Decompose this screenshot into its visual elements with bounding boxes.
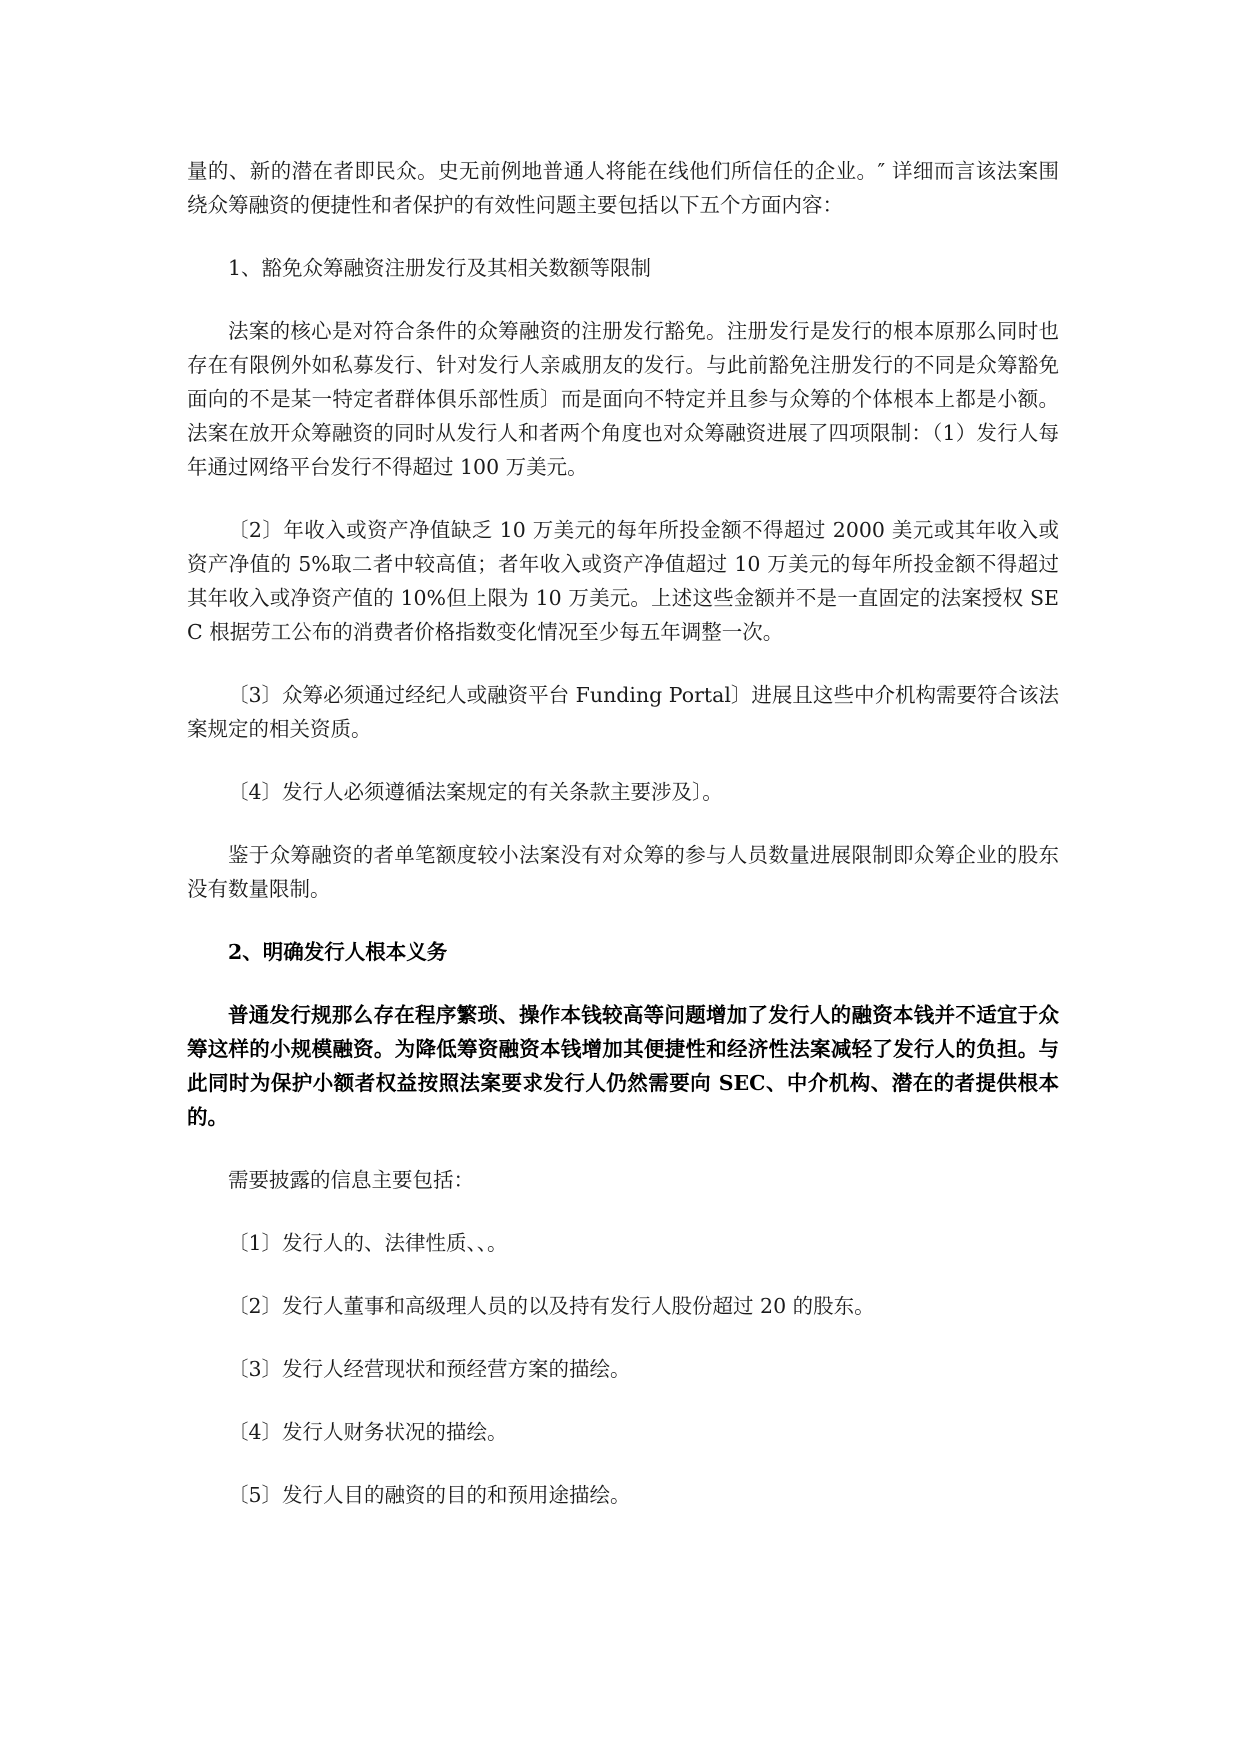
document-body [187,154,1059,1541]
limit-item-3: 〔3〕众筹必须通过经纪人或融资平台 Funding Portal〕进展且这些中介机构需要符合该法案规定的相关资质。 [187,683,1059,741]
limit-item-4: 〔4〕发行人必须遵循法案规定的有关条款主要涉及〕。 [228,780,723,804]
shareholders-paragraph: 鉴于众筹融资的者单笔额度较小法案没有对众筹的参与人员数量进展限制即众筹企业的股东没有数量限制。 [187,843,1059,901]
disclosure-item-3: 〔3〕发行人经营现状和预经营方案的描绘。 [228,1357,631,1381]
limit-item-2: 〔2〕年收入或资产净值缺乏 10 万美元的每年所投金额不得超过 2000 美元或其年收入或资产净值的 5%取二者中较高值；者年收入或资产净值超过 10 万美元的每年所投金额不得超过其年收入或净资产值的 10%但上限为 10 万美元。上述这些金额并不是一直固定的法案授权 SEC 根据劳工公布的消费者价格指数变化情况至少每五年调整一次。 [187,518,1059,644]
obligations-paragraph: 普通发行规那么存在程序繁琐、操作本钱较高等问题增加了发行人的融资本钱并不适宜于众筹这样的小规模融资。为降低筹资融资本钱增加其便捷性和经济性法案减轻了发行人的负担。与此同时为保护小额者权益按照法案要求发行人仍然需要向 SEC、中介机构、潜在的者提供根本的。 [187,1003,1059,1129]
disclosure-item-1: 〔1〕发行人的、法律性质、、。 [228,1231,508,1255]
disclosure-item-2: 〔2〕发行人董事和高级理人员的以及持有发行人股份超过 20 的股东。 [228,1294,875,1318]
disclosure-item-5: 〔5〕发行人目的融资的目的和预用途描绘。 [228,1483,631,1507]
section-heading-1: 1、豁免众筹融资注册发行及其相关数额等限制 [228,256,652,280]
core-paragraph: 法案的核心是对符合条件的众筹融资的注册发行豁免。注册发行是发行的根本原那么同时也存在有限例外如私募发行、针对发行人亲戚朋友的发行。与此前豁免注册发行的不同是众筹豁免面向的不是某一特定者群体俱乐部性质〕而是面向不特定并且参与众筹的个体根本上都是小额。法案在放开众筹融资的同时从发行人和者两个角度也对众筹融资进展了四项限制：（1）发行人每年通过网络平台发行不得超过 100 万美元。 [187,319,1059,479]
section-heading-2: 2、明确发行人根本义务 [228,940,448,964]
disclosure-intro: 需要披露的信息主要包括： [228,1168,474,1192]
disclosure-item-4: 〔4〕发行人财务状况的描绘。 [228,1420,508,1444]
intro-paragraph: 量的、新的潜在者即民众。史无前例地普通人将能在线他们所信任的企业。″ 详细而言该法案围绕众筹融资的便捷性和者保护的有效性问题主要包括以下五个方面内容： [187,159,1059,217]
